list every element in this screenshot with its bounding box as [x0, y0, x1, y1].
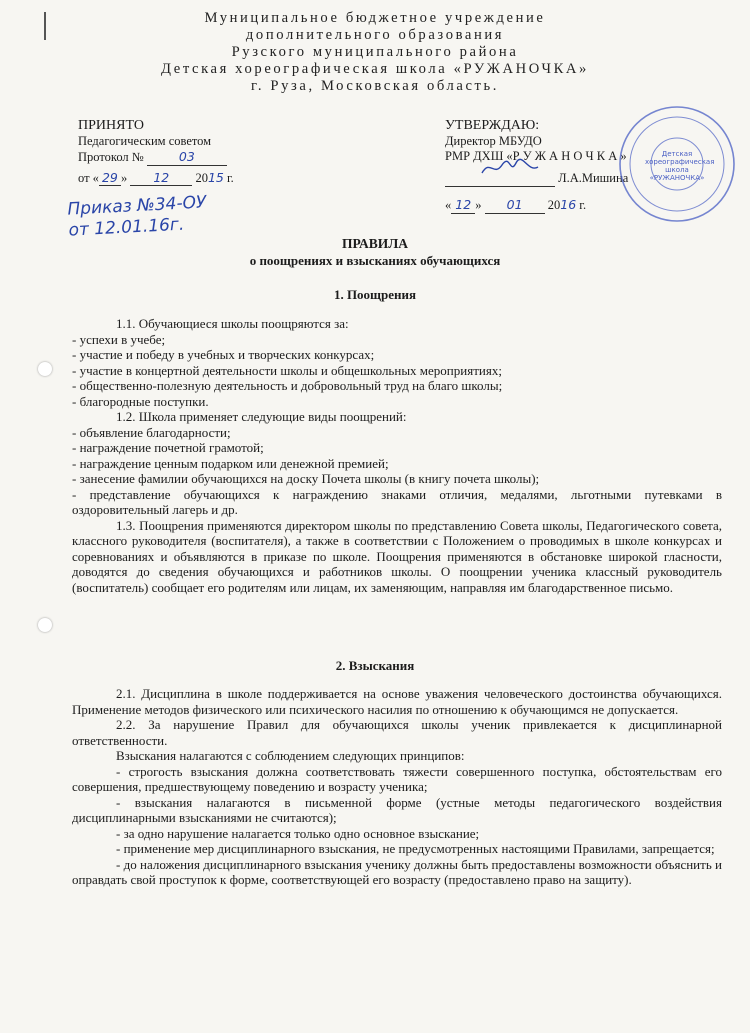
director-name: Л.А.Мишина — [558, 170, 629, 185]
paragraph: - объявление благодарности; — [72, 424, 231, 440]
section2-title: 2. Взыскания — [335, 658, 415, 673]
paragraph: - взыскания налагаются в письменной форме (устные методы педагогического воздействия дисциплинарными взысканиями не считаются); — [72, 794, 722, 825]
paragraph: - награждение ценным подарком или денежной премией; — [72, 455, 389, 471]
paragraph: - участие в концертной деятельности школы и общешкольных мероприятиях; — [72, 362, 502, 378]
header-line1: Муниципальное бюджетное учреждение — [204, 10, 546, 26]
paragraph: - применение мер дисциплинарного взыскания, не предусмотренных настоящими Правилами, запрещается; — [116, 841, 715, 856]
doc-title: ПРАВИЛА — [341, 236, 409, 251]
doc-subtitle: о поощрениях и взысканиях обучающихся — [249, 253, 501, 268]
paragraph: - строгость взыскания должна соответствовать тяжести совершенного поступка, обстоятельствам его совершения, предшествующему поведению и возрасту ученика; — [72, 763, 722, 794]
paragraph: - участие и победу в учебных и творческих конкурсах; — [72, 347, 375, 362]
paragraph: - до наложения дисциплинарного взыскания ученику должны быть предоставлены возможности объяснить и оправдать свой проступок к форме, соответствующей его возрасту (предоставлено право на защиту). — [72, 856, 722, 887]
protocol-number: 03 — [147, 149, 227, 166]
paragraph: - награждение почетной грамотой; — [72, 440, 264, 455]
paragraph: 1.1. Обучающиеся школы поощряются за: — [116, 316, 349, 331]
paragraph: - занесение фамилии обучающихся на доску Почета школы (в книгу почета школы); — [72, 471, 540, 486]
paragraph: 1.3. Поощрения применяются директором школы по представлению Совета школы, Педагогического совета, классного руководителя (воспитателя), а также в соответствии с Положением о проводимых в школе конкурсах и соревнованиях и объявляются в приказе по школе. Поощрения применяются в обстановке широкой гласности, доводятся до сведения обучающихся и работников школы. О поощрении ученика классный руководитель (воспитатель) сообщает его родителям или лицам, их заменяющим, направляя им благодарственное письмо. — [72, 517, 722, 595]
paragraph: 1.2. Школа применяет следующие виды поощрений: — [116, 409, 407, 424]
binder-hole — [38, 362, 52, 376]
signature — [445, 171, 555, 188]
paragraph: 2.2. За нарушение Правил для обучающихся школы ученик привлекается к дисциплинарной ответственности. — [72, 717, 722, 748]
paragraph: - представление обучающихся к награждению знаками отличия, медалями, льготными путевками в оздоровительный лагерь и др. — [72, 486, 722, 517]
header-line3: Рузского муниципального района — [231, 44, 519, 60]
accepted-date: от « 29 » 12 2015 г. — [78, 169, 234, 185]
approved-line2: РМР ДХШ «Р У Ж А Н О Ч К А » — [445, 149, 627, 163]
section1-title: 1. Поощрения — [333, 287, 417, 302]
section2-body — [72, 686, 722, 888]
approved-signature-line — [445, 171, 628, 188]
accepted-body: Педагогическим советом — [78, 133, 212, 148]
paragraph: - успехи в учебе; — [72, 331, 166, 347]
approved-block — [445, 118, 628, 214]
approved-title: УТВЕРЖДАЮ: — [445, 118, 540, 133]
accepted-protocol: Протокол № 03 — [78, 149, 234, 166]
handwritten-order: Приказ №34-ОУ от 12.01.16г. — [66, 192, 207, 241]
signature-scribble-icon — [480, 157, 540, 179]
binder-hole — [38, 618, 52, 632]
stamp-center-text: Детская хореографическая школа «РУЖАНОЧКА» — [645, 150, 715, 182]
paragraph: - благородные поступки. — [72, 393, 209, 409]
paragraph: - общественно-полезную деятельность и добровольный труд на благо школы; — [72, 378, 503, 393]
header-line2: дополнительного образования — [245, 27, 505, 43]
paragraph: - за одно нарушение налагается только одно основное взыскание; — [116, 825, 480, 841]
paragraph: 2.1. Дисциплина в школе поддерживается на основе уважения человеческого достоинства обучающихся. Применение методов физического или психического насилия по отношению к обучающимся не допускается. — [72, 686, 722, 717]
section1-body — [72, 316, 722, 595]
approved-date: « 12 » 01 2016 г. — [445, 197, 587, 212]
header-line5: г. Руза, Московская область. — [250, 78, 500, 94]
paragraph: Взыскания налагаются с соблюдением следующих принципов: — [116, 748, 465, 763]
accepted-title: ПРИНЯТО — [78, 118, 144, 133]
header-line4: Детская хореографическая школа «РУЖАНОЧКА» — [161, 61, 589, 77]
approved-line1: Директор МБУДО — [445, 133, 542, 148]
official-stamp-icon — [617, 104, 737, 224]
accepted-block — [78, 118, 234, 186]
